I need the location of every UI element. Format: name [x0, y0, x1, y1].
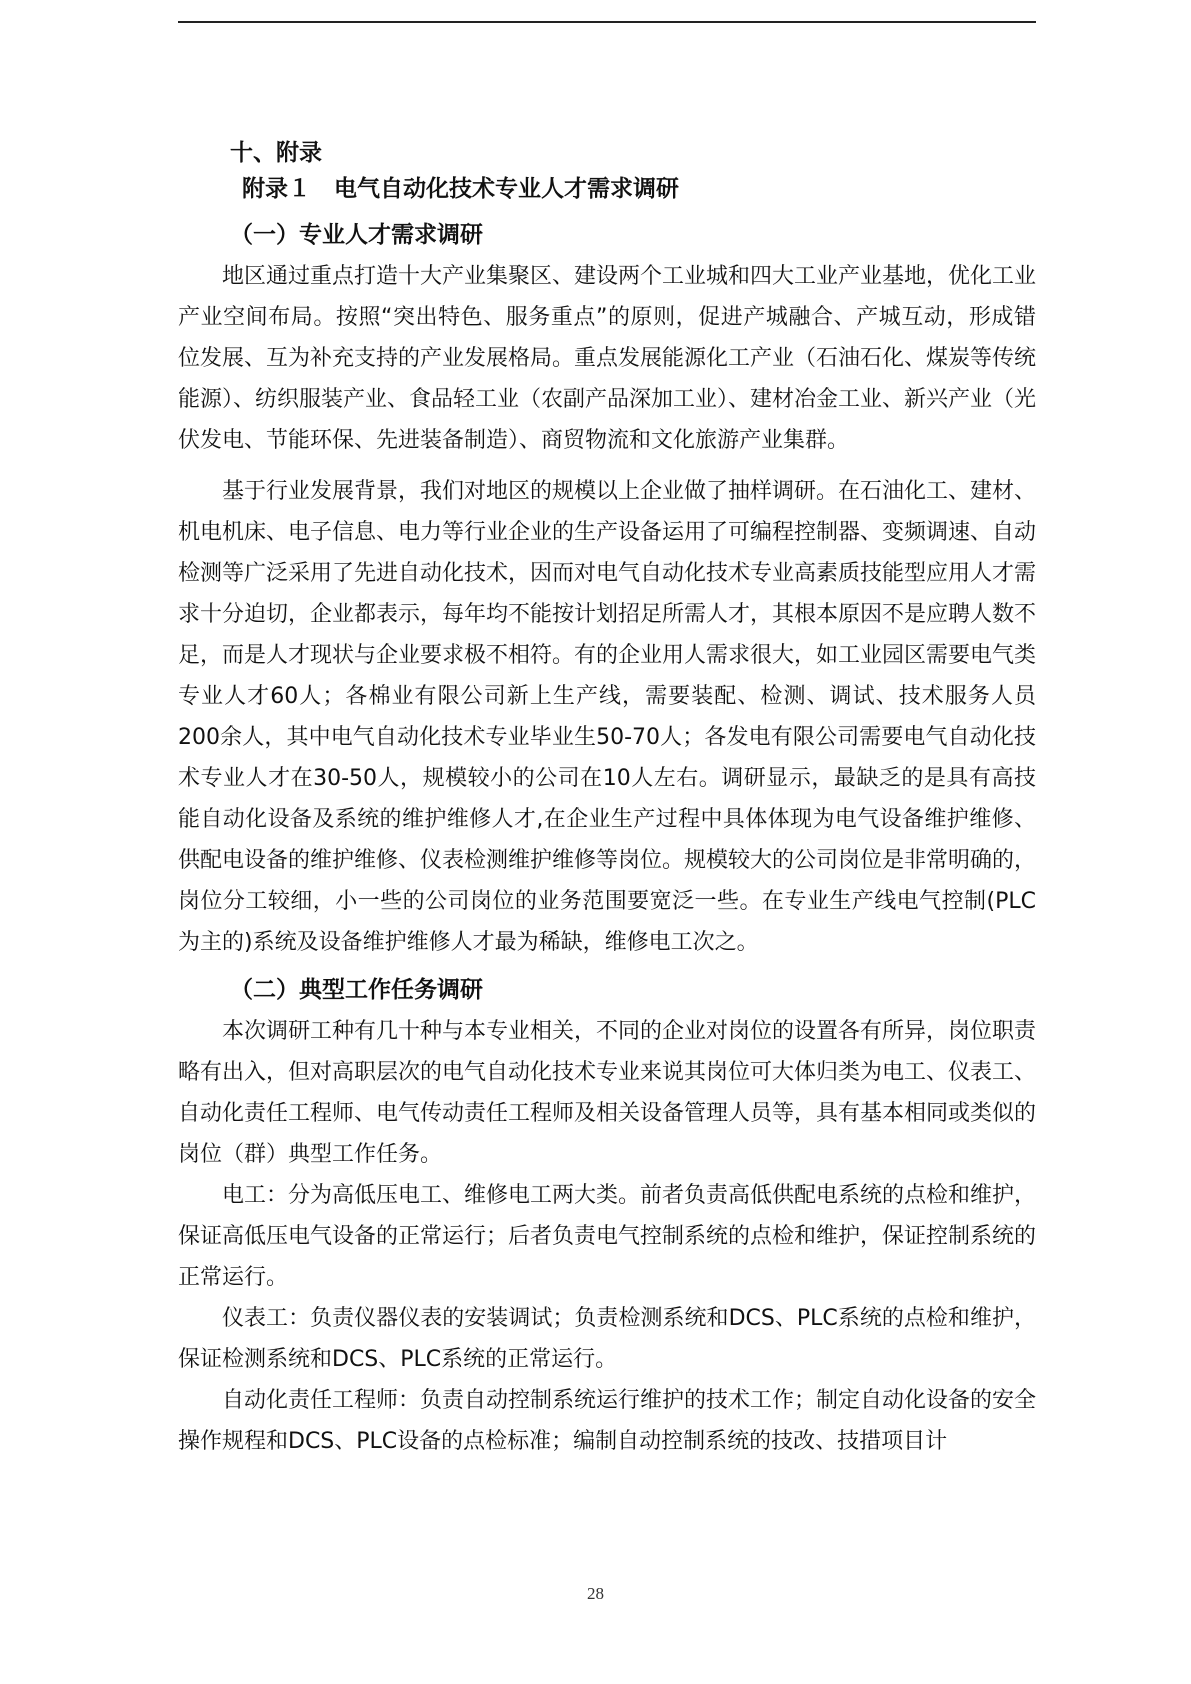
- subheading-typical-tasks: （二）典型工作任务调研: [230, 977, 483, 1003]
- document-body: [178, 136, 1036, 1462]
- subheading-talent-demand: （一）专业人才需求调研: [230, 222, 483, 248]
- paragraph: 自动化责任工程师：负责自动控制系统运行维护的技术工作；制定自动化设备的安全操作规程和DCS、PLC设备的点检标准；编制自动控制系统的技改、技措项目计: [178, 1388, 1037, 1454]
- page-number: 28: [587, 1584, 604, 1603]
- paragraph: 电工：分为高低压电工、维修电工两大类。前者负责高低供配电系统的点检和维护，保证高低压电气设备的正常运行；后者负责电气控制系统的点检和维护，保证控制系统的正常运行。: [178, 1183, 1037, 1290]
- paragraph: 仪表工：负责仪器仪表的安装调试；负责检测系统和DCS、PLC系统的点检和维护，保证检测系统和DCS、PLC系统的正常运行。: [178, 1306, 1036, 1372]
- header-rule: [178, 21, 1036, 23]
- appendix-title: 附录１ 电气自动化技术专业人才需求调研: [242, 176, 679, 202]
- paragraph: 地区通过重点打造十大产业集聚区、建设两个工业城和四大工业产业基地，优化工业产业空间布局。按照“突出特色、服务重点”的原则，促进产城融合、产城互动，形成错位发展、互为补充支持的产业发展格局。重点发展能源化工产业（石油石化、煤炭等传统能源）、纺织服装产业、食品轻工业（农副产品深加工业）、建材冶金工业、新兴产业（光伏发电、节能环保、先进装备制造）、商贸物流和文化旅游产业集群。: [178, 264, 1037, 453]
- paragraph: 本次调研工种有几十种与本专业相关，不同的企业对岗位的设置各有所异，岗位职责略有出入，但对高职层次的电气自动化技术专业来说其岗位可大体归类为电工、仪表工、自动化责任工程师、电气传动责任工程师及相关设备管理人员等，具有基本相同或类似的岗位（群）典型工作任务。: [178, 1019, 1037, 1167]
- paragraph: 基于行业发展背景，我们对地区的规模以上企业做了抽样调研。在石油化工、建材、机电机床、电子信息、电力等行业企业的生产设备运用了可编程控制器、变频调速、自动检测等广泛采用了先进自动化技术，因而对电气自动化技术专业高素质技能型应用人才需求十分迫切，企业都表示，每年均不能按计划招足所需人才，其根本原因不是应聘人数不足，而是人才现状与企业要求极不相符。有的企业用人需求很大，如工业园区需要电气类专业人才60人；各棉业有限公司新上生产线，需要装配、检测、调试、技术服务人员200余人，其中电气自动化技术专业毕业生50-70人；各发电有限公司需要电气自动化技术专业人才在30-50人，规模较小的公司在10人左右。调研显示，最缺乏的是具有高技能自动化设备及系统的维护维修人才,在企业生产过程中具体体现为电气设备维护维修、供配电设备的维护维修、仪表检测维护维修等岗位。规模较大的公司岗位是非常明确的，岗位分工较细，小一些的公司岗位的业务范围要宽泛一些。在专业生产线电气控制(PLC为主的)系统及设备维护维修人才最为稀缺，维修电工次之。: [178, 479, 1037, 955]
- section-title: 十、附录: [230, 140, 322, 166]
